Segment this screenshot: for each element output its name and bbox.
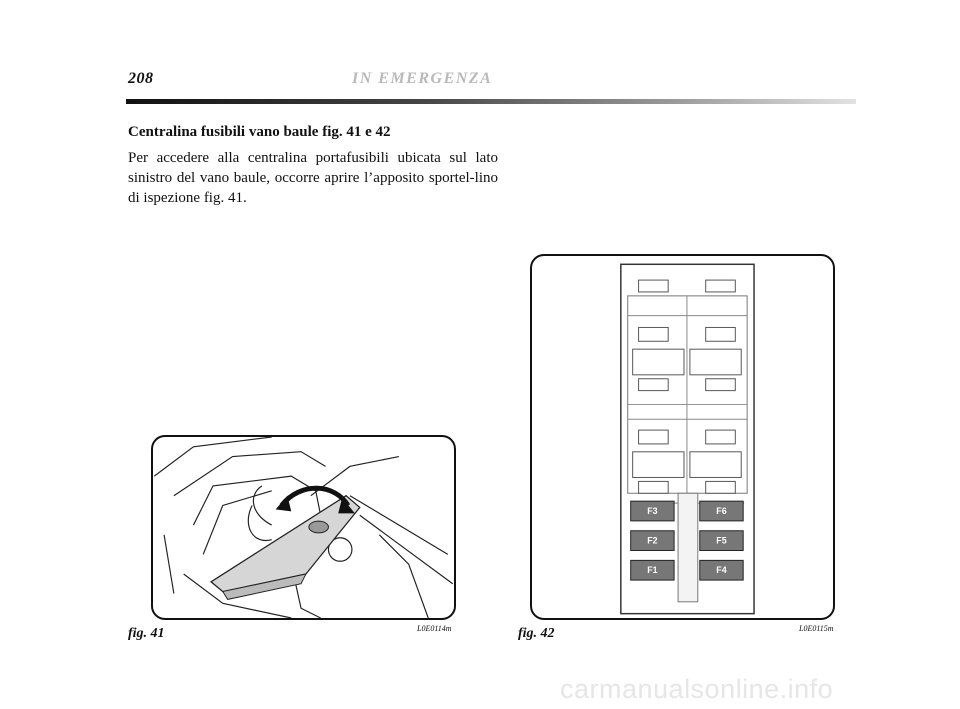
figure-41-image xyxy=(151,435,456,620)
fuse-label-f5: F5 xyxy=(716,535,727,546)
fuse-label-f3: F3 xyxy=(647,505,658,516)
watermark: carmanualsonline.info xyxy=(560,674,834,704)
section-heading: Centralina fusibili vano baule fig. 41 e 42 xyxy=(128,124,391,140)
figure-42-code: L0E0115m xyxy=(799,624,834,633)
fuse-label-f4: F4 xyxy=(716,565,727,576)
fuse-label-f1: F1 xyxy=(647,565,658,576)
section-title: IN EMERGENZA xyxy=(352,70,493,87)
fuse-label-f6: F6 xyxy=(716,505,727,516)
header-rule xyxy=(126,99,856,104)
figure-41-code: L0E0114m xyxy=(417,624,452,633)
body-paragraph: Per accedere alla centralina portafusibili ubicata sul lato sinistro del vano baule, occorre aprire l’apposito sportel-lino di ispezione fig. 41. xyxy=(128,150,498,206)
figure-42-caption: fig. 42 xyxy=(518,626,555,641)
fuse-box-diagram xyxy=(532,256,833,618)
trunk-door-illustration xyxy=(153,437,454,618)
figure-42-image xyxy=(530,254,835,620)
fuse-label-f2: F2 xyxy=(647,535,658,546)
page-number: 208 xyxy=(128,70,154,87)
figure-41-caption: fig. 41 xyxy=(128,626,165,641)
